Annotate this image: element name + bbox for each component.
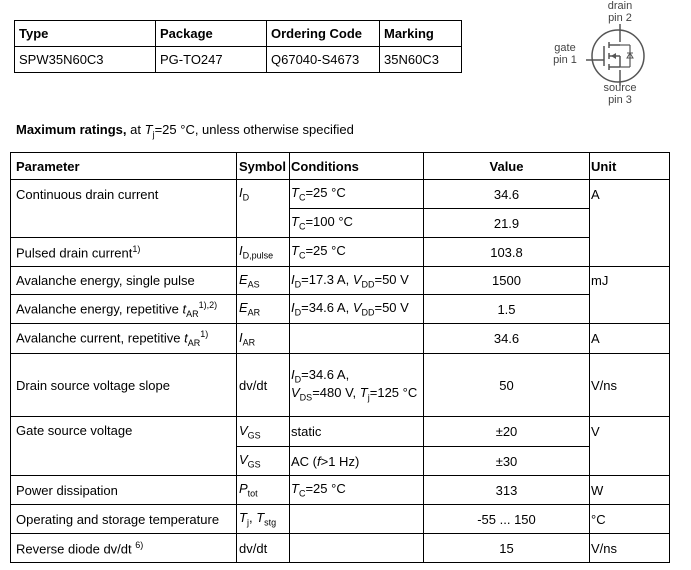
unit-cell — [590, 295, 670, 324]
cond-t: T — [359, 385, 368, 400]
cond-main: V — [291, 385, 300, 400]
value-cell: 34.6 — [424, 180, 590, 209]
unit-cell: V — [590, 417, 670, 447]
cond-pre: AC ( — [291, 453, 317, 469]
cond-mid: =17.3 A, — [301, 271, 353, 287]
cond-rest: =25 °C — [305, 243, 346, 259]
cond-v-sub: DD — [361, 279, 375, 290]
header-marking: Marking — [380, 21, 462, 47]
table-row — [11, 238, 670, 267]
table-row — [11, 354, 670, 417]
condition-cell — [290, 295, 424, 324]
symbol-main: E — [239, 271, 248, 287]
param-t: t — [182, 300, 187, 316]
drain-pin-text: pin 2 — [608, 12, 632, 24]
cond-v: V — [352, 300, 362, 316]
condition-cell-empty — [290, 534, 424, 563]
cond-f: f — [317, 453, 321, 469]
symbol-cell — [237, 447, 290, 476]
symbol-main: I — [239, 185, 243, 201]
ratings-header-row — [11, 153, 670, 180]
unit-cell — [590, 238, 670, 267]
table-row — [11, 209, 670, 238]
value-cell: 313 — [424, 476, 590, 505]
header-symbol: Symbol — [237, 153, 290, 180]
cond-rest: =25 °C — [305, 481, 346, 497]
max-ratings-table — [10, 152, 670, 563]
param-text: Avalanche current, repetitive — [16, 330, 185, 346]
symbol-sub: GS — [247, 459, 261, 470]
max-ratings-subtitle — [16, 122, 354, 140]
cond-rest: =34.6 A, — [301, 367, 350, 383]
cond-t-sub: j — [367, 392, 370, 403]
cond-line-1 — [291, 367, 423, 385]
drain-text: drain — [607, 0, 633, 12]
condition-cell — [290, 267, 424, 295]
symbol-sub: j — [246, 517, 249, 528]
value-cell: 1500 — [424, 267, 590, 295]
condition-cell-empty — [290, 505, 424, 534]
value-cell: 103.8 — [424, 238, 590, 267]
cond-main: T — [291, 243, 299, 259]
symbol-main: E — [239, 300, 248, 316]
symbol-sub: D,pulse — [242, 250, 274, 261]
cond-main: T — [291, 481, 299, 497]
symbol-cell-empty — [237, 209, 290, 238]
symbol-main: T — [239, 510, 247, 526]
cond-main: T — [291, 214, 299, 230]
param-cell — [11, 324, 237, 354]
symbol-main: I — [239, 329, 243, 345]
condition-cell — [290, 354, 424, 417]
unit-cell: V/ns — [590, 534, 670, 563]
cond-sub: D — [294, 279, 302, 290]
param-cell: Drain source voltage slope — [11, 354, 237, 417]
cell-type: SPW35N60C3 — [15, 47, 156, 73]
unit-cell: mJ — [590, 267, 670, 295]
subtitle-bold: Maximum ratings, — [16, 122, 127, 137]
symbol-main-2: T — [256, 510, 265, 526]
cell-marking: 35N60C3 — [380, 47, 462, 73]
param-cell: Operating and storage temperature — [11, 505, 237, 534]
symbol-main: V — [239, 422, 248, 438]
symbol-cell — [237, 324, 290, 354]
header-unit: Unit — [590, 153, 670, 180]
table-row — [11, 267, 670, 295]
symbol-cell — [237, 295, 290, 324]
cond-sub: DS — [299, 392, 313, 403]
symbol-cell — [237, 505, 290, 534]
gate-pin-text: pin 1 — [553, 54, 577, 66]
condition-cell — [290, 476, 424, 505]
footnote-ref: 1) — [132, 243, 141, 254]
symbol-sub: D — [242, 193, 250, 204]
subtitle-tj-sub: j — [152, 129, 155, 140]
param-text: Avalanche energy, repetitive — [16, 300, 183, 316]
subtitle-at: at — [130, 122, 141, 137]
header-parameter: Parameter — [11, 153, 237, 180]
table-row — [11, 180, 670, 209]
condition-cell-empty — [290, 324, 424, 354]
table-row — [11, 447, 670, 476]
symbol-sep: , — [248, 510, 257, 526]
value-cell: 15 — [424, 534, 590, 563]
condition-cell — [290, 209, 424, 238]
table-row — [11, 295, 670, 324]
condition-cell — [290, 180, 424, 209]
header-conditions: Conditions — [290, 153, 424, 180]
gate-text: gate — [554, 42, 576, 54]
unit-cell-empty — [590, 209, 670, 238]
param-cell: Gate source voltage — [11, 417, 237, 447]
symbol-cell — [237, 476, 290, 505]
cond-main: T — [291, 185, 299, 201]
symbol-sub: tot — [247, 488, 258, 499]
value-cell: -55 ... 150 — [424, 505, 590, 534]
ordering-table-header — [15, 21, 462, 47]
table-row — [11, 505, 670, 534]
param-cell — [11, 534, 237, 563]
table-row — [11, 476, 670, 505]
cond-sub: C — [298, 250, 306, 261]
cond-mid: =34.6 A, — [301, 300, 353, 316]
param-cell: Continuous drain current — [11, 180, 237, 209]
param-t-sub: AR — [186, 308, 199, 319]
cond-rest: =125 °C — [369, 385, 418, 400]
symbol-main: V — [239, 452, 248, 468]
symbol-main: P — [239, 481, 248, 497]
table-row — [11, 417, 670, 447]
footnote-ref: 6) — [135, 539, 144, 550]
condition-cell — [290, 238, 424, 267]
cell-package: PG-TO247 — [156, 47, 267, 73]
unit-cell-empty — [590, 447, 670, 476]
cond-rest: =50 V — [374, 300, 409, 316]
symbol-cell — [237, 238, 290, 267]
cond-main: I — [291, 271, 295, 287]
unit-cell: A — [590, 324, 670, 354]
param-cell — [11, 238, 237, 267]
param-t-sub: AR — [187, 337, 201, 348]
symbol-sub-2: stg — [264, 517, 277, 528]
param-cell: Power dissipation — [11, 476, 237, 505]
cond-rest: =50 V — [374, 271, 409, 287]
value-cell: 21.9 — [424, 209, 590, 238]
footnote-ref: 1) — [200, 329, 209, 340]
unit-cell: °C — [590, 505, 670, 534]
cond-sub: C — [298, 192, 306, 203]
header-value: Value — [424, 153, 590, 180]
cell-ordering-code: Q67040-S4673 — [267, 47, 380, 73]
symbol-sub: GS — [247, 430, 261, 441]
cond-v: V — [352, 271, 362, 287]
subtitle-rest: =25 °C, unless otherwise specified — [154, 122, 354, 137]
ordering-table-row — [15, 47, 462, 73]
source-text: source — [603, 82, 637, 94]
value-cell: ±30 — [424, 447, 590, 476]
cond-sub: C — [298, 221, 306, 232]
cond-line-2 — [291, 385, 423, 403]
value-cell: 34.6 — [424, 324, 590, 354]
footnote-ref: 1),2) — [198, 299, 218, 310]
symbol-main: I — [239, 243, 243, 259]
cond-sub: C — [298, 488, 306, 499]
unit-cell: W — [590, 476, 670, 505]
param-text: Pulsed drain current — [16, 245, 133, 261]
symbol-cell — [237, 180, 290, 209]
value-cell: ±20 — [424, 417, 590, 447]
symbol-sub: AR — [242, 337, 256, 348]
value-cell: 1.5 — [424, 295, 590, 324]
param-t: t — [184, 330, 188, 346]
unit-cell: V/ns — [590, 354, 670, 417]
mosfet-symbol — [548, 0, 691, 108]
cond-rest: =100 °C — [305, 214, 353, 230]
cond-sub: D — [294, 375, 302, 385]
cond-rest: =25 °C — [305, 185, 346, 201]
condition-cell — [290, 447, 424, 476]
header-package: Package — [156, 21, 267, 47]
mosfet-icon — [548, 0, 691, 108]
header-type: Type — [15, 21, 156, 47]
symbol-sub: AS — [247, 279, 260, 290]
symbol-cell — [237, 267, 290, 295]
param-cell: Avalanche energy, single pulse — [11, 267, 237, 295]
symbol-cell — [237, 417, 290, 447]
value-cell: 50 — [424, 354, 590, 417]
symbol-cell: dv/dt — [237, 354, 290, 417]
cond-sub: D — [294, 307, 302, 318]
condition-cell: static — [290, 417, 424, 447]
cond-v-sub: DD — [361, 307, 375, 318]
param-cell-empty — [11, 209, 237, 238]
table-row — [11, 324, 670, 354]
header-ordering-code: Ordering Code — [267, 21, 380, 47]
cond-main: I — [291, 367, 295, 383]
table-row — [11, 534, 670, 563]
param-text: Reverse diode dv/dt — [16, 541, 136, 557]
symbol-cell: dv/dt — [237, 534, 290, 563]
subtitle-tj: T — [144, 122, 153, 137]
source-pin-text: pin 3 — [608, 94, 632, 106]
param-cell-empty — [11, 447, 237, 476]
cond-rest: >1 Hz) — [320, 453, 360, 469]
unit-cell: A — [590, 180, 670, 209]
ordering-table — [14, 20, 462, 73]
symbol-sub: AR — [247, 307, 261, 318]
cond-main: I — [291, 300, 295, 316]
cond-mid: =480 V, — [312, 385, 360, 400]
param-cell — [11, 295, 237, 324]
